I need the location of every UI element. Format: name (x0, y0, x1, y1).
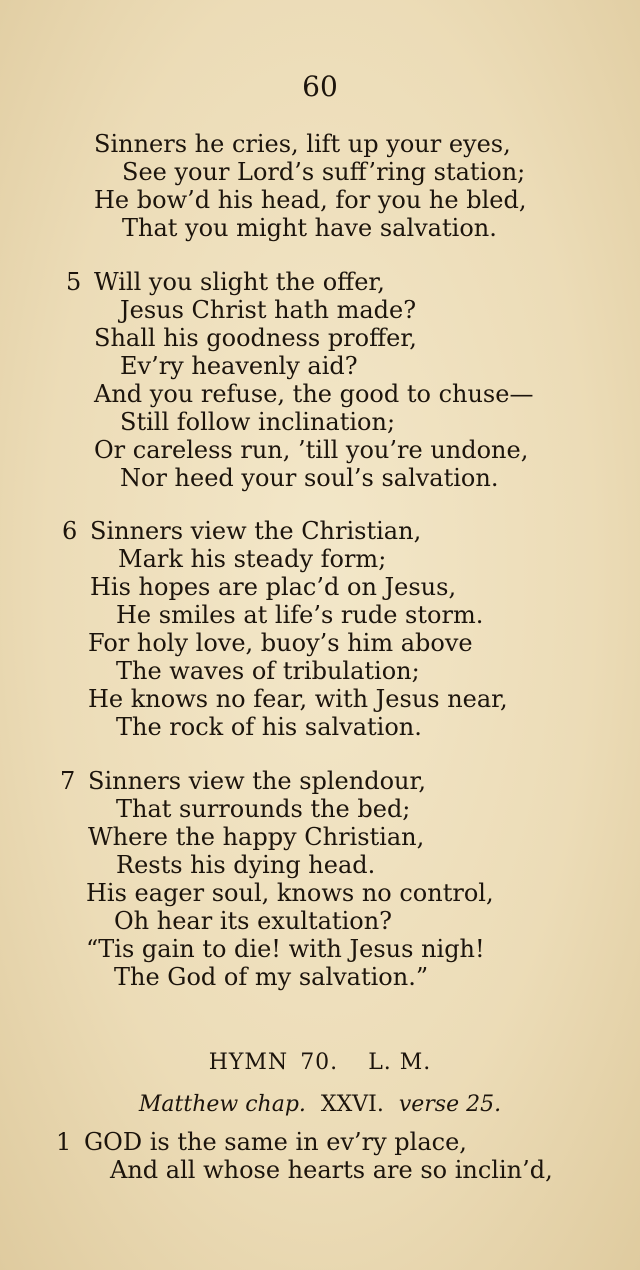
verse-line: He smiles at life’s rude storm. (116, 601, 484, 629)
verse-line: Nor heed your soul’s salvation. (120, 464, 499, 492)
verse-line: That you might have salvation. (122, 214, 497, 242)
verse-line: He knows no fear, with Jesus near, (88, 685, 508, 713)
verse-line: And you refuse, the good to chuse— (94, 380, 534, 408)
verse-line: The God of my salvation.” (114, 963, 429, 991)
scripture-verse: verse 25. (398, 1092, 502, 1117)
verse-line: “Tis gain to die! with Jesus nigh! (86, 935, 485, 963)
stanza-number: 6 (62, 517, 78, 545)
verse-line: Mark his steady form; (118, 545, 387, 573)
hymn-label: HYMN (208, 1050, 289, 1075)
verse-line: Ev’ry heavenly aid? (120, 352, 358, 380)
verse-line: The rock of his salvation. (116, 713, 422, 741)
stanza-number: 7 (60, 767, 76, 795)
verse-line: GOD is the same in ev’ry place, (84, 1128, 467, 1156)
verse-line: Sinners view the splendour, (88, 767, 426, 795)
verse-line: Will you slight the offer, (94, 268, 385, 296)
verse-line: Still follow inclination; (120, 408, 396, 436)
hymn-meter: L. M. (368, 1050, 432, 1075)
scripture-book: Matthew chap. (138, 1092, 306, 1117)
verse-line: His hopes are plac’d on Jesus, (90, 573, 457, 601)
stanza-number: 5 (66, 268, 82, 296)
verse-line: His eager soul, knows no control, (86, 879, 494, 907)
verse-line: Oh hear its exultation? (114, 907, 393, 935)
verse-line: Or careless run, ’till you’re undone, (94, 436, 529, 464)
verse-line: For holy love, buoy’s him above (88, 629, 473, 657)
verse-line: Sinners view the Christian, (90, 517, 422, 545)
hymn-number: 70. (300, 1050, 339, 1075)
verse-line: Sinners he cries, lift up your eyes, (94, 130, 511, 158)
page-number: 60 (302, 70, 338, 103)
verse-line: Jesus Christ hath made? (120, 296, 417, 324)
verse-line: Rests his dying head. (116, 851, 376, 879)
verse-line: That surrounds the bed; (116, 795, 411, 823)
verse-line: Shall his goodness proffer, (94, 324, 417, 352)
verse-line: And all whose hearts are so inclin’d, (110, 1156, 553, 1184)
scripture-reference (0, 1062, 640, 1117)
verse-line: He bow’d his head, for you he bled, (94, 186, 527, 214)
stanza-number: 1 (56, 1128, 72, 1156)
verse-line: Where the happy Christian, (88, 823, 425, 851)
verse-line: The waves of tribulation; (116, 657, 420, 685)
verse-line: See your Lord’s suff’ring station; (122, 158, 526, 186)
scripture-chapter: XXVI. (320, 1092, 384, 1117)
